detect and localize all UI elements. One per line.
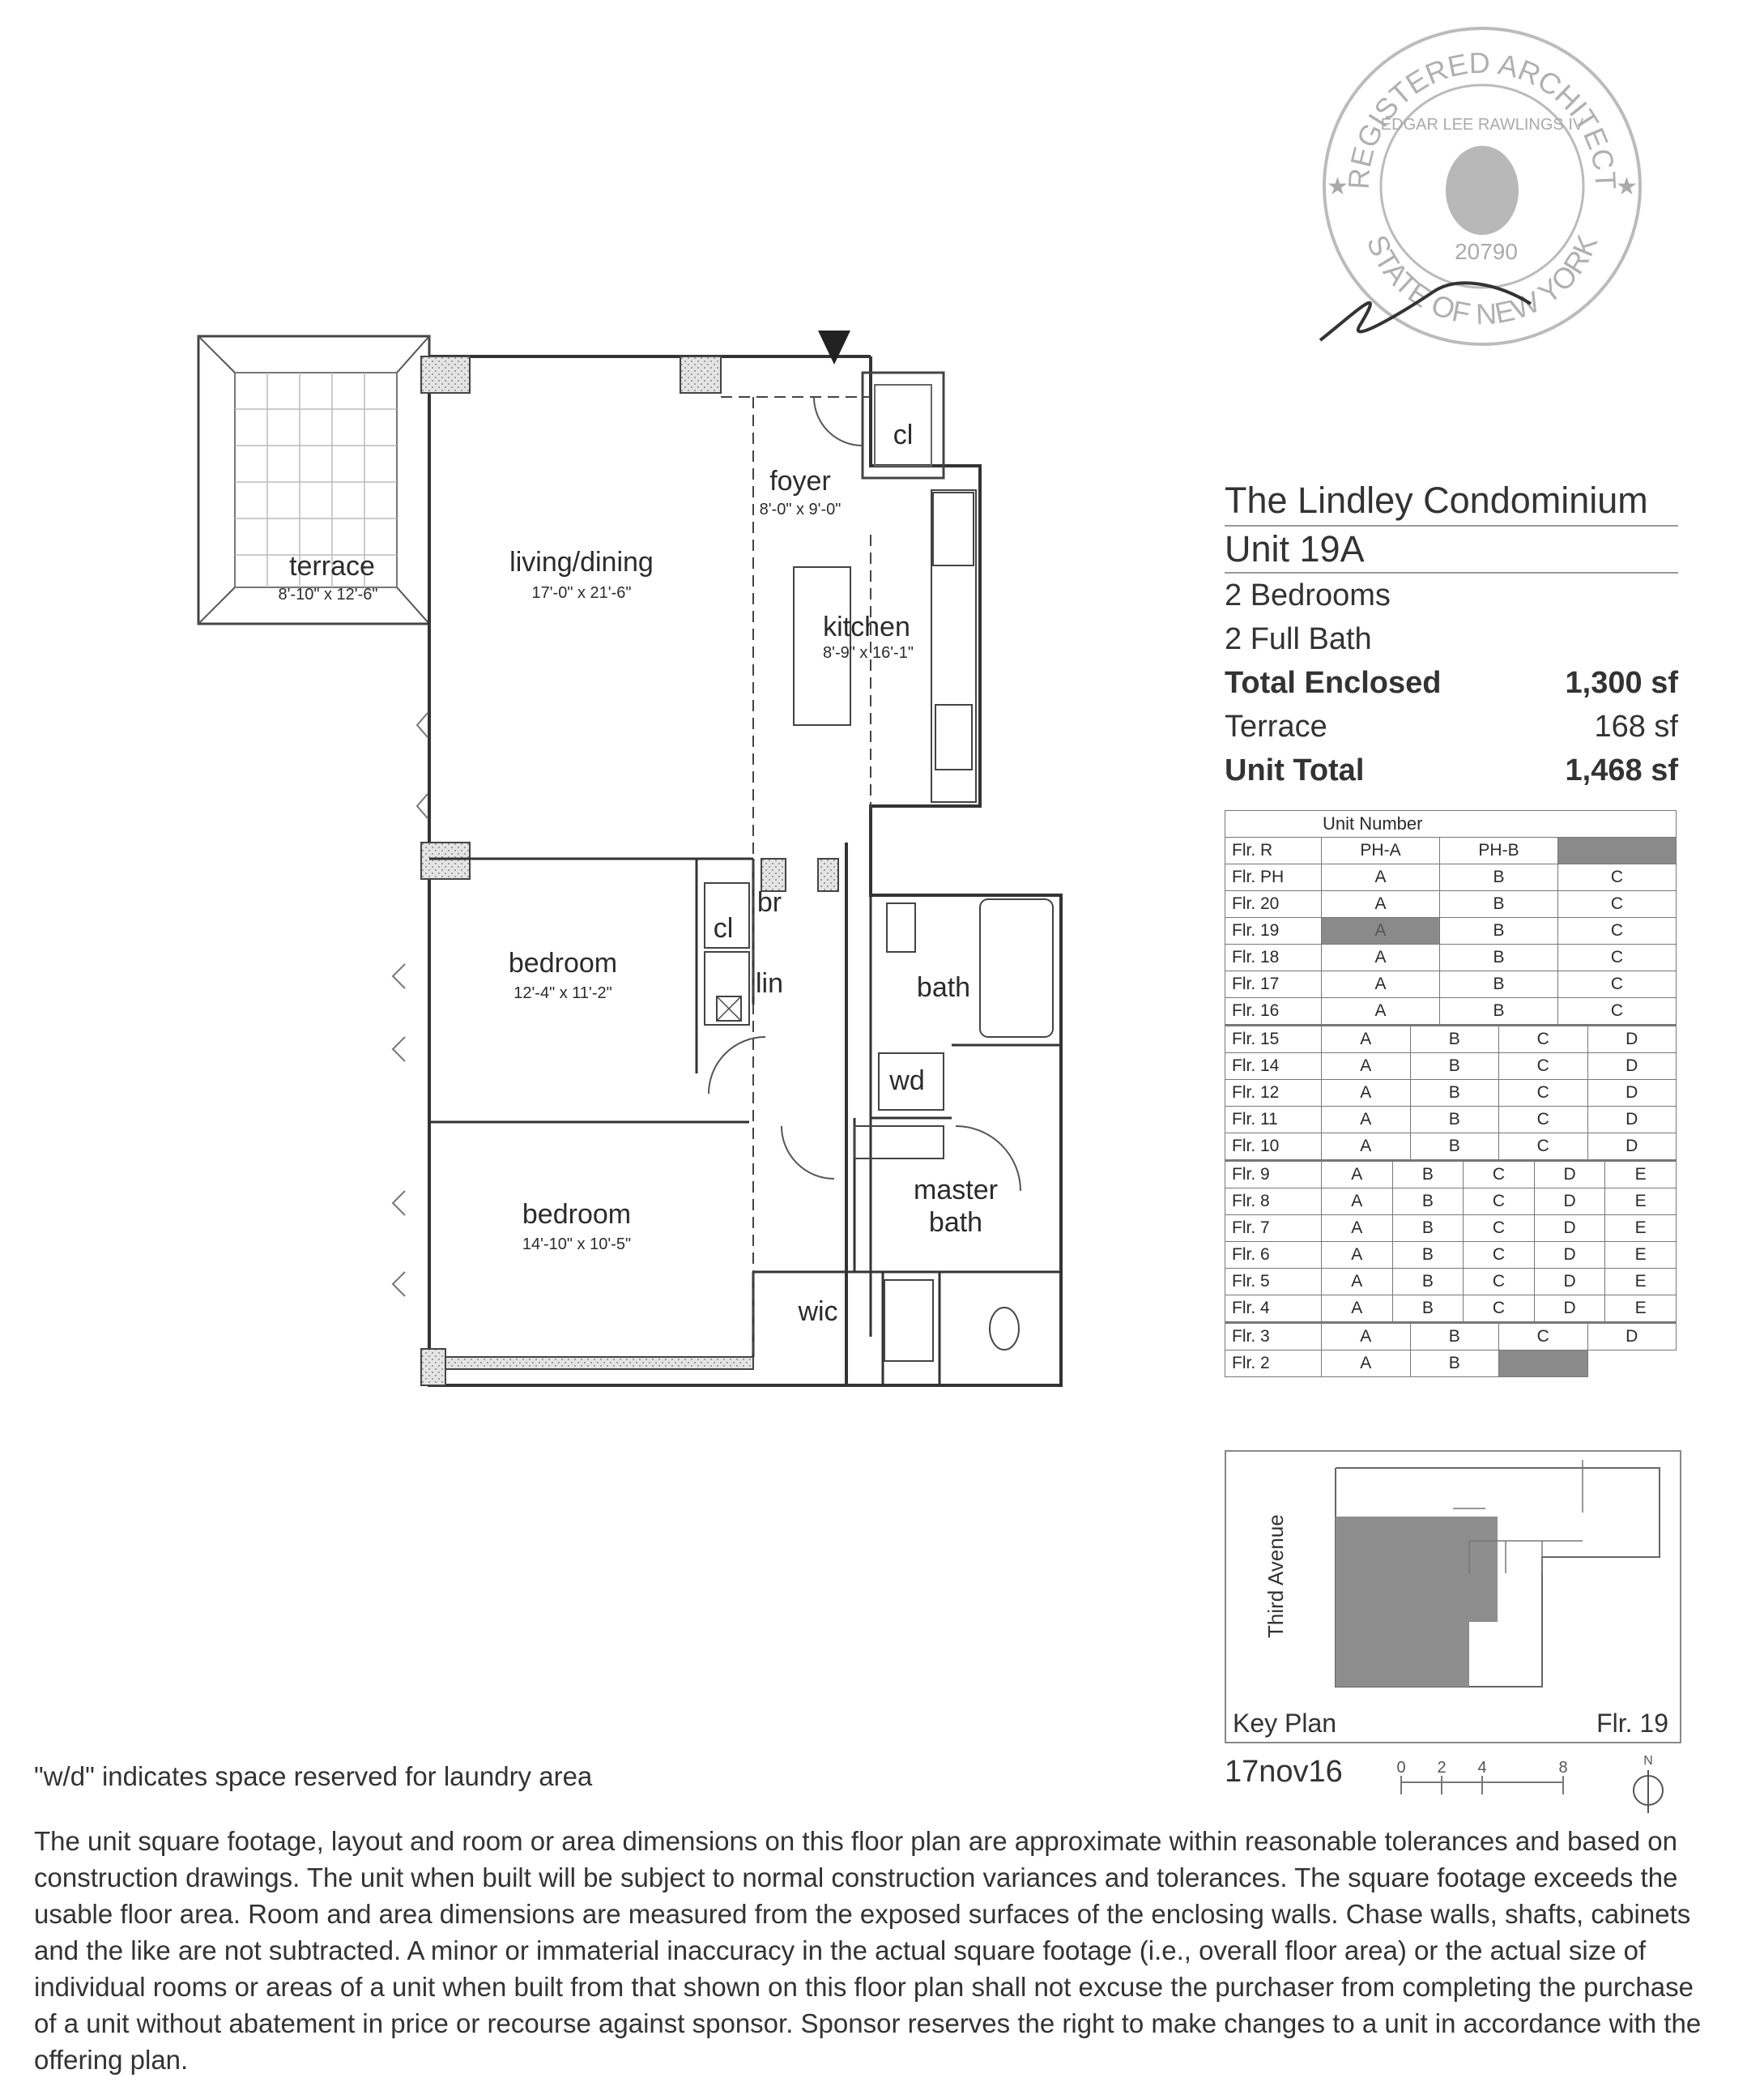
unit-cell: D <box>1587 1053 1677 1080</box>
unit-cell: B <box>1440 998 1558 1025</box>
floor-cell: Flr. 10 <box>1225 1133 1322 1160</box>
floor-cell: Flr. 9 <box>1225 1161 1322 1188</box>
unit-table-row <box>1225 1242 1677 1269</box>
room-living-dining-dim: 17'-0" x 21'-6" <box>531 584 632 602</box>
baths: 2 Full Bath <box>1225 622 1372 656</box>
unit-cell: C <box>1499 1107 1588 1133</box>
unit-table-row <box>1225 1188 1677 1215</box>
unit-table-row <box>1225 945 1677 971</box>
stamp-name: EDGAR LEE RAWLINGS IV <box>1380 116 1584 134</box>
unit-cell: A <box>1322 1242 1393 1269</box>
architect-stamp <box>1312 16 1652 356</box>
room-wd: wd <box>889 1065 925 1096</box>
unit-cell: A <box>1322 1350 1411 1377</box>
unit-table-row <box>1225 891 1677 918</box>
floor-cell: Flr. 5 <box>1225 1269 1322 1295</box>
unit-cell: B <box>1440 864 1558 891</box>
floor-cell: Flr. R <box>1225 838 1322 864</box>
unit-cell: B <box>1440 971 1558 998</box>
room-cl-bedroom: cl <box>713 913 734 944</box>
unit-table-row <box>1225 918 1677 945</box>
unit-title: Unit 19A <box>1225 525 1678 574</box>
unit-cell: B <box>1410 1080 1499 1107</box>
key-plan <box>1225 1450 1681 1743</box>
unit-cell: B <box>1410 1026 1499 1053</box>
room-cl-entry: cl <box>893 420 914 450</box>
floor-cell: Flr. 3 <box>1225 1323 1322 1350</box>
unit-cell: C <box>1499 1053 1588 1080</box>
unit-cell: C <box>1464 1242 1535 1269</box>
unit-cell: A <box>1322 1188 1393 1215</box>
unit-cell: B <box>1392 1161 1464 1188</box>
unit-table-row <box>1225 998 1677 1025</box>
unit-cell: C <box>1464 1215 1535 1242</box>
unit-cell: C <box>1558 864 1677 891</box>
unit-cell: B <box>1440 945 1558 971</box>
unit-cell: B <box>1392 1269 1464 1295</box>
scale-tick-2: 2 <box>1437 1759 1447 1777</box>
seal-emblem <box>1446 146 1519 235</box>
unit-cell: A <box>1322 945 1440 971</box>
unit-cell: E <box>1605 1188 1677 1215</box>
unit-cell: PH-A <box>1322 838 1440 864</box>
terrace-label: Terrace <box>1225 710 1327 744</box>
north-label: N <box>1643 1754 1653 1768</box>
room-lin: lin <box>755 968 784 999</box>
key-plan-label: Key Plan <box>1233 1709 1337 1738</box>
unit-number-header: Unit Number <box>1225 810 1677 837</box>
unit-cell: A <box>1322 1269 1393 1295</box>
building-title: The Lindley Condominium <box>1225 480 1648 521</box>
floor-cell: Flr. 8 <box>1225 1188 1322 1215</box>
unit-table-row <box>1225 971 1677 998</box>
unit-cell: B <box>1410 1107 1499 1133</box>
floor-cell: Flr. 4 <box>1225 1295 1322 1322</box>
unit-cell: E <box>1605 1269 1677 1295</box>
unit-table-row <box>1225 1323 1677 1350</box>
unit-table-group <box>1225 1160 1677 1322</box>
unit-cell: B <box>1440 891 1558 918</box>
north-arrow-icon <box>1634 1770 1663 1813</box>
unit-cell: C <box>1499 1323 1588 1350</box>
unit-info <box>1225 478 1678 792</box>
unit-table-row <box>1225 1161 1677 1188</box>
unit-cell: D <box>1587 1323 1677 1350</box>
floor-cell: Flr. PH <box>1225 864 1322 891</box>
unit-cell: B <box>1392 1242 1464 1269</box>
unit-table-row <box>1225 838 1677 864</box>
unit-cell: B <box>1392 1188 1464 1215</box>
unit-cell: C <box>1558 945 1677 971</box>
floor-cell: Flr. 12 <box>1225 1080 1322 1107</box>
svg-text:★: ★ <box>1327 173 1349 200</box>
unit-highlight <box>1336 1517 1469 1687</box>
unit-table-group <box>1225 837 1677 1025</box>
unit-cell: C <box>1464 1295 1535 1322</box>
floor-cell: Flr. 14 <box>1225 1053 1322 1080</box>
unit-total-label: Unit Total <box>1225 753 1365 787</box>
unit-cell: A <box>1322 971 1440 998</box>
unit-cell: D <box>1587 1107 1677 1133</box>
room-terrace: terrace <box>289 551 375 582</box>
unit-cell: E <box>1605 1295 1677 1322</box>
room-foyer-dim: 8'-0" x 9'-0" <box>759 501 842 518</box>
floor-cell: Flr. 19 <box>1225 918 1322 945</box>
unit-cell: C <box>1464 1269 1535 1295</box>
unit-table-row <box>1225 1080 1677 1107</box>
stamp-bottom-text: STATE OF NEW YORK <box>1360 230 1604 331</box>
room-bedroom-2-dim: 14'-10" x 10'-5" <box>522 1235 632 1253</box>
bedrooms: 2 Bedrooms <box>1225 578 1391 612</box>
unit-table-row <box>1225 1026 1677 1053</box>
unit-cell: E <box>1605 1215 1677 1242</box>
unit-table-groups <box>1225 837 1677 1377</box>
unit-cell: C <box>1464 1161 1535 1188</box>
unit-cell: C <box>1558 918 1677 945</box>
scale-bar <box>1393 1750 1668 1815</box>
disclaimer-text: The unit square footage, layout and room or area dimensions on this floor plan are approximate within reasonable tolerances and based on construction drawings. The unit when built will be subject to normal construction variances and tolerances. The square footage exceeds the usable floor area. Room and area dimensions are measured from the exposed surfaces of the enclosing walls. Chase walls, shafts, cabinets and the like are not subtracted. A minor or immaterial inaccuracy in the actual square footage (i.e., overall floor area) or the actual size of individual rooms or areas of a unit when built from that shown on this floor plan shall not excuse the purchaser from completing the purchase of a unit without abatement in price or recourse against sponsor. Sponsor reserves the right to make changes to a unit in accordance with the offering plan. <box>34 1826 1702 2075</box>
stamp-number: 20790 <box>1455 239 1518 264</box>
unit-cell: B <box>1410 1053 1499 1080</box>
scale-tick-8: 8 <box>1558 1759 1568 1777</box>
room-br: br <box>756 887 782 918</box>
floor-cell: Flr. 18 <box>1225 945 1322 971</box>
unit-cell: A <box>1322 1053 1411 1080</box>
floor-cell: Flr. 16 <box>1225 998 1322 1025</box>
unit-cell: A <box>1322 1215 1393 1242</box>
room-bath: bath <box>916 972 971 1003</box>
room-bedroom-1-dim: 12'-4" x 11'-2" <box>513 984 612 1002</box>
street-label: Third Avenue <box>1263 1514 1288 1638</box>
unit-cell: A <box>1322 1323 1411 1350</box>
room-bedroom-2: bedroom <box>522 1199 632 1230</box>
total-enclosed-label: Total Enclosed <box>1225 666 1442 700</box>
unit-cell: C <box>1499 1026 1588 1053</box>
unit-cell: A <box>1322 891 1440 918</box>
floor-plan <box>0 0 1215 1426</box>
key-plan-map <box>1226 1452 1680 1695</box>
unit-cell: D <box>1587 1133 1677 1160</box>
laundry-footnote: "w/d" indicates space reserved for laundry area <box>34 1761 593 1791</box>
unit-cell: D <box>1587 1080 1677 1107</box>
unit-cell: C <box>1558 971 1677 998</box>
unit-cell: E <box>1605 1161 1677 1188</box>
total-enclosed-value: 1,300 sf <box>1565 666 1678 700</box>
unit-table-row <box>1225 1269 1677 1295</box>
unit-cell: B <box>1410 1133 1499 1160</box>
room-kitchen-dim: 8'-9" x 16'-1" <box>823 644 914 662</box>
unit-table-row <box>1225 1107 1677 1133</box>
room-wic: wic <box>798 1296 838 1327</box>
room-master-bath-1: master <box>914 1175 998 1205</box>
unit-cell: B <box>1440 918 1558 945</box>
unit-total-value: 1,468 sf <box>1565 753 1678 787</box>
unit-cell: C <box>1499 1080 1588 1107</box>
unit-table-row <box>1225 1350 1677 1377</box>
floor-cell: Flr. 17 <box>1225 971 1322 998</box>
floor-cell: Flr. 7 <box>1225 1215 1322 1242</box>
unit-table-row <box>1225 1133 1677 1160</box>
bedrooms-line <box>1225 574 1678 617</box>
unit-cell: D <box>1534 1161 1605 1188</box>
svg-text:★: ★ <box>1616 173 1638 200</box>
floor-cell: Flr. 15 <box>1225 1026 1322 1053</box>
unit-table-row <box>1225 1053 1677 1080</box>
unit-cell: A <box>1322 1295 1393 1322</box>
scale-tick-4: 4 <box>1477 1759 1487 1777</box>
scale-tick-0: 0 <box>1396 1759 1406 1777</box>
unit-cell: D <box>1534 1295 1605 1322</box>
room-bedroom-1: bedroom <box>508 948 618 979</box>
unit-cell: E <box>1605 1242 1677 1269</box>
unit-cell: D <box>1534 1242 1605 1269</box>
unit-table-group <box>1225 1322 1677 1377</box>
terrace-line <box>1225 705 1678 749</box>
unit-cell: C <box>1558 998 1677 1025</box>
baths-line <box>1225 617 1678 661</box>
unit-total-line <box>1225 749 1678 792</box>
stamp-top-text: REGISTERED ARCHITECT <box>1341 45 1623 190</box>
room-living-dining: living/dining <box>509 547 654 578</box>
unit-cell: C <box>1464 1188 1535 1215</box>
floor-cell: Flr. 11 <box>1225 1107 1322 1133</box>
unit-cell: C <box>1499 1133 1588 1160</box>
unit-cell: A <box>1322 1133 1411 1160</box>
unit-table-row <box>1225 864 1677 891</box>
unit-cell: B <box>1392 1215 1464 1242</box>
key-plan-floor: Flr. 19 <box>1596 1709 1668 1738</box>
unit-cell: A <box>1322 1161 1393 1188</box>
floor-cell: Flr. 6 <box>1225 1242 1322 1269</box>
unit-table-row <box>1225 1295 1677 1322</box>
unit-cell: A <box>1322 1107 1411 1133</box>
unit-cell: A <box>1322 918 1440 945</box>
unit-table-row <box>1225 1215 1677 1242</box>
unit-cell: B <box>1410 1323 1499 1350</box>
room-terrace-dim: 8'-10" x 12'-6" <box>278 586 378 604</box>
unit-cell: D <box>1587 1026 1677 1053</box>
floor-cell: Flr. 20 <box>1225 891 1322 918</box>
unit-cell: A <box>1322 1080 1411 1107</box>
disclaimer <box>34 1823 1711 2078</box>
room-labels <box>278 420 997 1327</box>
unit-number-table <box>1225 810 1677 1377</box>
unit-cell: PH-B <box>1440 838 1558 864</box>
unit-cell: A <box>1322 864 1440 891</box>
floor-cell: Flr. 2 <box>1225 1350 1322 1377</box>
room-kitchen: kitchen <box>823 612 910 642</box>
plan-date: 17nov16 <box>1225 1755 1343 1789</box>
entry-arrow <box>818 331 850 365</box>
unit-cell <box>1499 1350 1588 1377</box>
unit-table-group <box>1225 1025 1677 1160</box>
terrace-value: 168 sf <box>1594 710 1678 744</box>
room-foyer: foyer <box>769 466 831 497</box>
unit-cell: B <box>1392 1295 1464 1322</box>
unit-cell: D <box>1534 1188 1605 1215</box>
total-enclosed-line <box>1225 661 1678 705</box>
unit-cell: C <box>1558 891 1677 918</box>
unit-cell <box>1558 838 1677 864</box>
unit-cell: D <box>1534 1215 1605 1242</box>
unit-cell: B <box>1410 1350 1499 1377</box>
room-master-bath-2: bath <box>928 1207 983 1238</box>
unit-cell: A <box>1322 998 1440 1025</box>
unit-cell: A <box>1322 1026 1411 1053</box>
unit-cell: D <box>1534 1269 1605 1295</box>
